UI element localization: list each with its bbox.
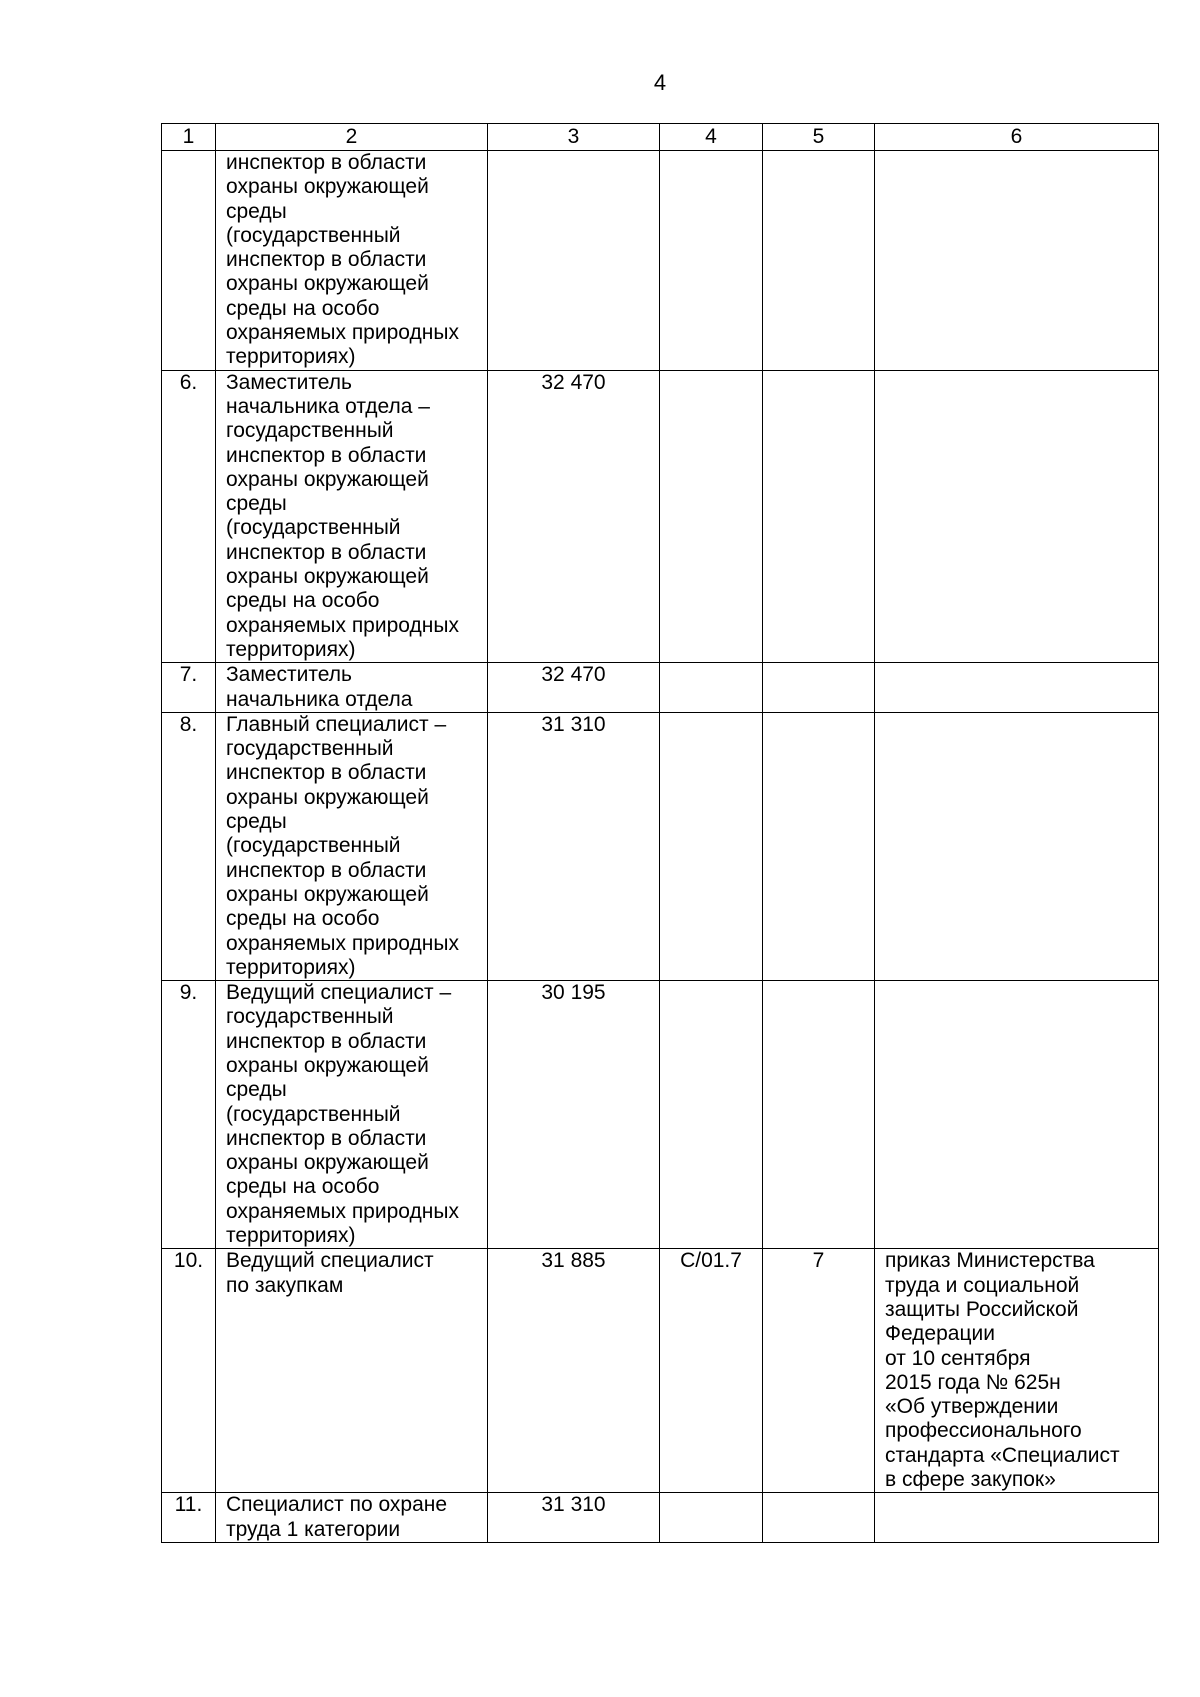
table-row: [162, 1493, 1159, 1543]
column-header: 4: [660, 124, 763, 151]
function-code: [660, 981, 763, 1249]
salary-value: [488, 151, 660, 371]
salary-value: 31 885: [488, 1249, 660, 1493]
salary-value: 32 470: [488, 370, 660, 663]
row-number: 11.: [162, 1493, 216, 1543]
row-number: 9.: [162, 981, 216, 1249]
column-header: 5: [763, 124, 875, 151]
qualification-level: [763, 663, 875, 713]
position-title: Главный специалист – государственный инспектор в области охраны окружающей среды (государственный инспектор в области охраны окружающей среды на особо охраняемых природных территориях): [216, 712, 488, 980]
row-number: 8.: [162, 712, 216, 980]
table-row: [162, 663, 1159, 713]
position-title: инспектор в области охраны окружающей среды (государственный инспектор в области охраны окружающей среды на особо охраняемых природных территориях): [216, 151, 488, 371]
column-header: 6: [875, 124, 1159, 151]
column-header: 1: [162, 124, 216, 151]
position-title: Заместитель начальника отдела – государственный инспектор в области охраны окружающей среды (государственный инспектор в области охраны окружающей среды на особо охраняемых природных территориях): [216, 370, 488, 663]
table-row: [162, 712, 1159, 980]
legal-basis: [875, 151, 1159, 371]
table-header-row: [162, 124, 1159, 151]
column-header: 3: [488, 124, 660, 151]
salary-value: 31 310: [488, 712, 660, 980]
table-row: [162, 370, 1159, 663]
qualification-level: [763, 370, 875, 663]
legal-basis: [875, 663, 1159, 713]
legal-basis: [875, 370, 1159, 663]
qualification-level: [763, 151, 875, 371]
qualification-level: 7: [763, 1249, 875, 1493]
legal-basis: приказ Министерства труда и социальной защиты Российской Федерации от 10 сентября 2015 года № 625н «Об утверждении профессионального стандарта «Специалист в сфере закупок»: [875, 1249, 1159, 1493]
page-number: 4: [653, 70, 667, 95]
function-code: [660, 151, 763, 371]
positions-table: [161, 123, 1159, 1543]
function-code: [660, 370, 763, 663]
position-title: Заместитель начальника отдела: [216, 663, 488, 713]
table-row: [162, 981, 1159, 1249]
salary-value: 31 310: [488, 1493, 660, 1543]
function-code: [660, 712, 763, 980]
legal-basis: [875, 712, 1159, 980]
position-title: Ведущий специалист – государственный инспектор в области охраны окружающей среды (государственный инспектор в области охраны окружающей среды на особо охраняемых природных территориях): [216, 981, 488, 1249]
qualification-level: [763, 981, 875, 1249]
column-header: 2: [216, 124, 488, 151]
row-number: 6.: [162, 370, 216, 663]
row-number: [162, 151, 216, 371]
table-row: [162, 1249, 1159, 1493]
function-code: С/01.7: [660, 1249, 763, 1493]
position-title: Специалист по охране труда 1 категории: [216, 1493, 488, 1543]
position-title: Ведущий специалист по закупкам: [216, 1249, 488, 1493]
salary-value: 32 470: [488, 663, 660, 713]
function-code: [660, 1493, 763, 1543]
salary-value: 30 195: [488, 981, 660, 1249]
row-number: 7.: [162, 663, 216, 713]
qualification-level: [763, 712, 875, 980]
row-number: 10.: [162, 1249, 216, 1493]
function-code: [660, 663, 763, 713]
legal-basis: [875, 1493, 1159, 1543]
qualification-level: [763, 1493, 875, 1543]
table-row: [162, 151, 1159, 371]
legal-basis: [875, 981, 1159, 1249]
